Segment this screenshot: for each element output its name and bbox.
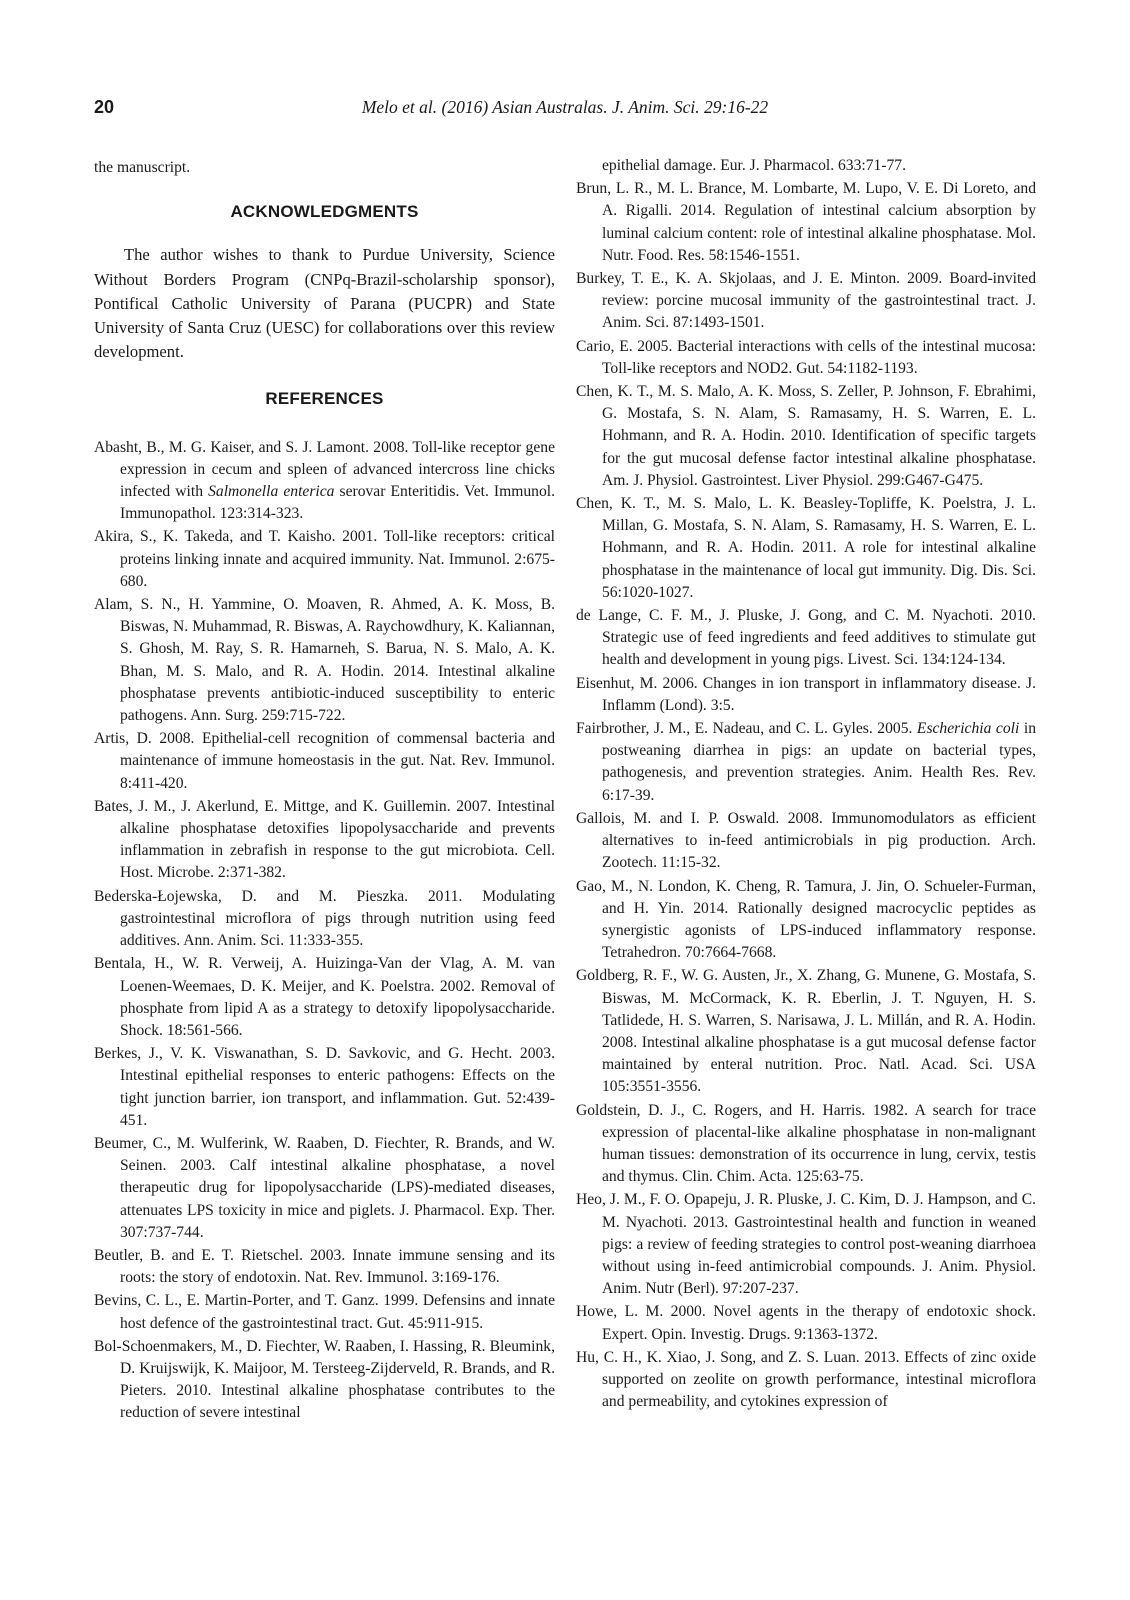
reference-entry: [94, 728, 555, 795]
reference-text: Goldberg, R. F., W. G. Austen, Jr., X. Zhang, G. Munene, G. Mostafa, S. Biswas, M. McCormack, K. R. Eberlin, J. T. Nguyen, H. S. Tatlidede, H. S. Warren, S. Narisawa, J. L. Millán, and R. A. Hodin. 2008. Intestinal alkaline phosphatase is a gut mucosal defense factor maintained by enteral nutrition. Proc. Natl. Acad. Sci. USA 105:3551-3556.: [576, 967, 1036, 1096]
reference-text: Goldstein, D. J., C. Rogers, and H. Harris. 1982. A search for trace expression of placental-like alkaline phosphatase in non-malignant human tissues: demonstration of its occurrence in lung, cervix, testis and thymus. Clin. Chim. Acta. 125:63-75.: [576, 1101, 1036, 1186]
reference-text: Eisenhut, M. 2006. Changes in ion transport in inflammatory disease. J. Inflamm (Lond). 3:5.: [576, 674, 1036, 714]
reference-entry: [94, 1245, 555, 1289]
reference-text: Gao, M., N. London, K. Cheng, R. Tamura, J. Jin, O. Schueler-Furman, and H. Yin. 2014. Rationally designed macrocyclic peptides as synergistic agonists of LPS-induced inflammatory response. Tetrahedron. 70:7664-7668.: [576, 877, 1036, 962]
running-head: Melo et al. (2016) Asian Australas. J. Anim. Sci. 29:16-22: [361, 97, 769, 117]
reference-entry: [576, 381, 1036, 492]
left-column: [94, 157, 555, 1426]
reference-entry: [94, 1336, 555, 1425]
reference-list-right: [576, 178, 1036, 1413]
reference-list-left: [94, 437, 555, 1425]
right-column: [576, 155, 1036, 1414]
acknowledgments-text: The author wishes to thank to Purdue University, Science Without Borders Program (CNPq-Brazil-scholarship sponsor), Pontifical Catholic University of Parana (PUCPR) and State University of Santa Cruz (UESC) for collaborations over this review development.: [94, 245, 555, 362]
reference-entry: [576, 718, 1036, 807]
reference-entry: [576, 876, 1036, 965]
reference-text: Cario, E. 2005. Bacterial interactions with cells of the intestinal mucosa: Toll-like receptors and NOD2. Gut. 54:1182-1193.: [576, 337, 1036, 377]
reference-text: Brun, L. R., M. L. Brance, M. Lombarte, M. Lupo, V. E. Di Loreto, and A. Rigalli. 2014. Regulation of intestinal calcium absorption by luminal calcium content: role of intestinal alkaline phosphatase. Mol. Nutr. Food. Res. 58:1546-1551.: [576, 180, 1036, 264]
reference-entry: [576, 965, 1036, 1098]
species-name: Escherichia coli: [916, 720, 1020, 738]
reference-text: Bentala, H., W. R. Verweij, A. Huizinga-Van der Vlag, A. M. van Loenen-Weemaes, D. K. Meijer, and K. Poelstra. 2002. Removal of phosphate from lipid A as a strategy to detoxify lipopolysaccharide. Shock. 18:561-566.: [94, 955, 555, 1039]
reference-text: Beutler, B. and E. T. Rietschel. 2003. Innate immune sensing and its roots: the story of endotoxin. Nat. Rev. Immunol. 3:169-176.: [94, 1246, 555, 1287]
reference-text: in postweaning diarrhea in pigs: an update on bacterial types, pathogenesis, and prevention strategies. Anim. Health Res. Rev. 6:17-39.: [602, 720, 1036, 804]
reference-entry: [94, 953, 555, 1042]
reference-entry: [94, 796, 555, 885]
reference-continuation: epithelial damage. Eur. J. Pharmacol. 633:71-77.: [602, 157, 907, 174]
reference-entry: [576, 336, 1036, 380]
reference-text: Fairbrother, J. M., E. Nadeau, and C. L. Gyles. 2005.: [576, 720, 917, 738]
reference-entry: [94, 1043, 555, 1132]
reference-entry: [576, 178, 1036, 267]
reference-entry: [576, 605, 1036, 672]
reference-entry: [94, 437, 555, 526]
reference-entry: [94, 1290, 555, 1334]
reference-entry: [94, 886, 555, 953]
reference-text: Bevins, C. L., E. Martin-Porter, and T. Ganz. 1999. Defensins and innate host defence of the gastrointestinal tract. Gut. 45:911-915.: [94, 1292, 555, 1332]
acknowledgments-heading: ACKNOWLEDGMENTS: [230, 202, 419, 222]
intro-text: the manuscript.: [94, 159, 191, 176]
reference-text: Abasht, B., M. G. Kaiser, and S. J. Lamont. 2008. Toll-like receptor gene expression in cecum and spleen of advanced intercross line chicks infected with: [94, 438, 555, 501]
reference-text: Bates, J. M., J. Akerlund, E. Mittge, and K. Guillemin. 2007. Intestinal alkaline phosphatase detoxifies lipopolysaccharide and prevents inflammation in zebrafish in response to the gut microbiota. Cell. Host. Microbe. 2:371-382.: [94, 797, 555, 882]
reference-entry: [576, 268, 1036, 335]
reference-entry: [576, 673, 1036, 717]
reference-text: de Lange, C. F. M., J. Pluske, J. Gong, and C. M. Nyachoti. 2010. Strategic use of feed ingredients and feed additives to stimulate gut health and development in young pigs. Livest. Sci. 134:124-134.: [576, 607, 1036, 669]
reference-entry: [576, 1301, 1036, 1345]
reference-text: Berkes, J., V. K. Viswanathan, S. D. Savkovic, and G. Hecht. 2003. Intestinal epithelial responses to enteric pathogens: Effects on the tight junction barrier, ion transport, and inflammation. Gut. 52:439-451.: [94, 1045, 555, 1129]
reference-text: Chen, K. T., M. S. Malo, A. K. Moss, S. Zeller, P. Johnson, F. Ebrahimi, G. Mostafa, S. N. Alam, S. Ramasamy, H. S. Warren, E. L. Hohmann, and R. A. Hodin. 2010. Identification of specific targets for the gut mucosal defense factor intestinal alkaline phosphatase. Am. J. Physiol. Gastrointest. Liver Physiol. 299:G467-G475.: [576, 383, 1036, 489]
reference-text: Beumer, C., M. Wulferink, W. Raaben, D. Fiechter, R. Brands, and W. Seinen. 2003. Calf intestinal alkaline phosphatase, a novel therapeutic drug for lipopolysaccharide (LPS)-mediated diseases, attenuates LPS toxicity in mice and piglets. J. Pharmacol. Exp. Ther. 307:737-744.: [94, 1134, 555, 1241]
reference-text: Bederska-Łojewska, D. and M. Pieszka. 2011. Modulating gastrointestinal microflora of pigs through nutrition using feed additives. Ann. Anim. Sci. 11:333-355.: [94, 887, 555, 950]
reference-text: Burkey, T. E., K. A. Skjolaas, and J. E. Minton. 2009. Board-invited review: porcine mucosal immunity of the gastrointestinal tract. J. Anim. Sci. 87:1493-1501.: [576, 270, 1036, 332]
page-header: [94, 97, 1036, 123]
reference-entry: [576, 1100, 1036, 1189]
reference-entry: [576, 493, 1036, 604]
page-number: 20: [94, 97, 115, 117]
reference-text: Artis, D. 2008. Epithelial-cell recognition of commensal bacteria and maintenance of immune homeostasis in the gut. Nat. Rev. Immunol. 8:411-420.: [94, 730, 555, 792]
reference-text: Hu, C. H., K. Xiao, J. Song, and Z. S. Luan. 2013. Effects of zinc oxide supported on zeolite on growth performance, intestinal microflora and permeability, and cytokines expression of: [576, 1348, 1036, 1411]
reference-text: Howe, L. M. 2000. Novel agents in the therapy of endotoxic shock. Expert. Opin. Investig. Drugs. 9:1363-1372.: [576, 1303, 1036, 1343]
reference-text: Heo, J. M., F. O. Opapeju, J. R. Pluske, J. C. Kim, D. J. Hampson, and C. M. Nyachoti. 2013. Gastrointestinal health and function in weaned pigs: a review of feeding strategies to control post-weaning diarrhoea without using in-feed antimicrobial compounds. J. Anim. Physiol. Anim. Nutr (Berl). 97:207-237.: [576, 1191, 1036, 1298]
references-heading: REFERENCES: [265, 389, 384, 409]
reference-text: Chen, K. T., M. S. Malo, L. K. Beasley-Topliffe, K. Poelstra, J. L. Millan, G. Mostafa, S. N. Alam, S. Ramasamy, H. S. Warren, E. L. Hohmann, and R. A. Hodin. 2011. A role for intestinal alkaline phosphatase in the maintenance of local gut immunity. Dig. Dis. Sci. 56:1020-1027.: [576, 495, 1036, 601]
reference-entry: [576, 808, 1036, 875]
reference-text: Gallois, M. and I. P. Oswald. 2008. Immunomodulators as efficient alternatives to in-feed antimicrobials in pig production. Arch. Zootech. 11:15-32.: [576, 809, 1036, 872]
reference-text: Bol-Schoenmakers, M., D. Fiechter, W. Raaben, I. Hassing, R. Bleumink, D. Kruijswijk, K. Maijoor, M. Tersteeg-Zijderveld, R. Brands, and R. Pieters. 2010. Intestinal alkaline phosphatase contributes to the reduction of severe intestinal: [94, 1337, 555, 1422]
species-name: Salmonella enterica: [208, 483, 335, 501]
reference-text: Akira, S., K. Takeda, and T. Kaisho. 2001. Toll-like receptors: critical proteins linking innate and acquired immunity. Nat. Immunol. 2:675-680.: [94, 528, 555, 590]
reference-text: serovar Enteritidis. Vet. Immunol. Immunopathol. 123:314-323.: [120, 483, 555, 523]
reference-entry: [94, 594, 555, 727]
reference-entry: [94, 526, 555, 593]
reference-entry: [94, 1133, 555, 1244]
reference-entry: [576, 1189, 1036, 1300]
reference-text: Alam, S. N., H. Yammine, O. Moaven, R. Ahmed, A. K. Moss, B. Biswas, N. Muhammad, R. Biswas, A. Raychowdhury, K. Kaliannan, S. Ghosh, M. Ray, S. R. Hamarneh, S. Barua, N. S. Malo, A. K. Bhan, M. S. Malo, and R. A. Hodin. 2014. Intestinal alkaline phosphatase prevents antibiotic-induced susceptibility to enteric pathogens. Ann. Surg. 259:715-722.: [94, 596, 555, 725]
reference-entry: [576, 1347, 1036, 1414]
